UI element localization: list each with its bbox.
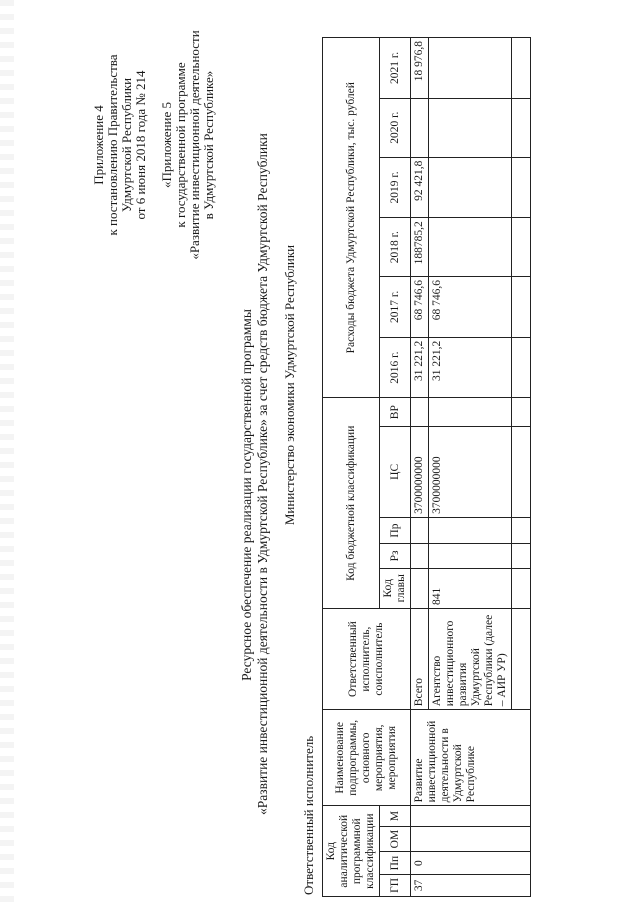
- cell-vr: [411, 398, 429, 426]
- header-om: ОМ: [380, 826, 411, 852]
- cell-value: [429, 98, 512, 157]
- cell-value: 188785,2: [411, 218, 429, 277]
- cell-empty: [512, 157, 531, 218]
- annex-line: Удмуртской Республики: [119, 77, 134, 213]
- cell-empty: [512, 517, 531, 543]
- header-vr: ВР: [380, 398, 411, 426]
- header-rz: Рз: [380, 544, 411, 568]
- cell-pr: [411, 517, 429, 543]
- cell-kod-glavy: [411, 568, 429, 608]
- header-executor: Ответственный исполнитель, соисполнитель: [323, 609, 411, 710]
- cell-value: [411, 98, 429, 157]
- executor-value: Министерство экономики Удмуртской Республики: [282, 244, 297, 526]
- cell-empty: [512, 38, 531, 99]
- executor-label: Ответственный исполнитель: [301, 735, 316, 895]
- header-expenses: Расходы бюджета Удмуртской Республики, тыс. рублей: [323, 38, 380, 398]
- annex-line: «Развитие инвестиционной деятельности: [187, 30, 202, 260]
- header-gp: ГП: [380, 874, 411, 896]
- cell-empty: [512, 426, 531, 517]
- cell-value: 92 421,8: [411, 157, 429, 218]
- cell-pp: 0: [411, 852, 531, 874]
- header-analytic-code: Код аналитической программной классификации: [323, 806, 380, 897]
- header-year: 2021 г.: [380, 38, 411, 99]
- header-pr: Пр: [380, 517, 411, 543]
- cell-value: [429, 157, 512, 218]
- resource-table: [322, 37, 531, 897]
- cell-cs: 3700000000: [411, 426, 429, 517]
- header-m: М: [380, 806, 411, 826]
- document-subtitle: «Развитие инвестиционной деятельности в Удмуртской Республике» за счет средств бюджета Удмуртской Республики: [255, 133, 270, 815]
- annex-line: Приложение 4: [91, 105, 106, 185]
- header-pp: Пп: [380, 852, 411, 874]
- cell-executor: Всего: [411, 609, 429, 710]
- table-row: [411, 38, 429, 897]
- header-year: 2016 г.: [380, 337, 411, 398]
- cell-m: [411, 806, 531, 826]
- cell-rz: [411, 544, 429, 568]
- annex-line: к постановлению Правительства: [105, 54, 120, 236]
- cell-value: [429, 218, 512, 277]
- header-year: 2018 г.: [380, 218, 411, 277]
- cell-value: 68 746,6: [411, 277, 429, 338]
- cell-empty: [512, 337, 531, 398]
- header-budget-code: Код бюджетной классификации: [323, 398, 380, 609]
- cell-empty: [512, 98, 531, 157]
- cell-empty: [512, 277, 531, 338]
- header-year: 2017 г.: [380, 277, 411, 338]
- cell-value: [429, 38, 512, 99]
- header-name: Наименование подпрограммы, основного мероприятия, мероприятия: [323, 710, 411, 806]
- annex-line: «Приложение 5: [159, 101, 174, 189]
- header-year: 2020 г.: [380, 98, 411, 157]
- cell-kod-glavy: 841: [429, 568, 512, 608]
- cell-value: 18 976,8: [411, 38, 429, 99]
- cell-gp: 37: [411, 874, 531, 896]
- header-kod-glavy: Код главы: [380, 568, 411, 608]
- annex-line: к государственной программе: [173, 62, 188, 228]
- header-year: 2019 г.: [380, 157, 411, 218]
- cell-value: 31 221,2: [429, 337, 512, 398]
- cell-empty: [512, 398, 531, 426]
- cell-pr: [429, 517, 512, 543]
- cell-empty: [512, 568, 531, 608]
- annex-line: от 6 июня 2018 года № 214: [133, 70, 148, 220]
- cell-empty: [512, 218, 531, 277]
- cell-value: 31 221,2: [411, 337, 429, 398]
- header-cs: ЦС: [380, 426, 411, 517]
- cell-cs: 3700000000: [429, 426, 512, 517]
- cell-value: 68 746,6: [429, 277, 512, 338]
- cell-rz: [429, 544, 512, 568]
- annex-line: в Удмуртской Республике»: [201, 70, 216, 220]
- cell-empty: [512, 544, 531, 568]
- cell-om: [411, 826, 531, 852]
- cell-name: Развитие инвестиционной деятельности в Удмуртской Республике: [411, 710, 531, 806]
- document-title: Ресурсное обеспечение реализации государственной программы: [239, 309, 254, 681]
- cell-empty: [512, 609, 531, 710]
- cell-vr: [429, 398, 512, 426]
- cell-executor: Агентство инвестиционного развития Удмуртской Республики (далее – АИР УР): [429, 609, 512, 710]
